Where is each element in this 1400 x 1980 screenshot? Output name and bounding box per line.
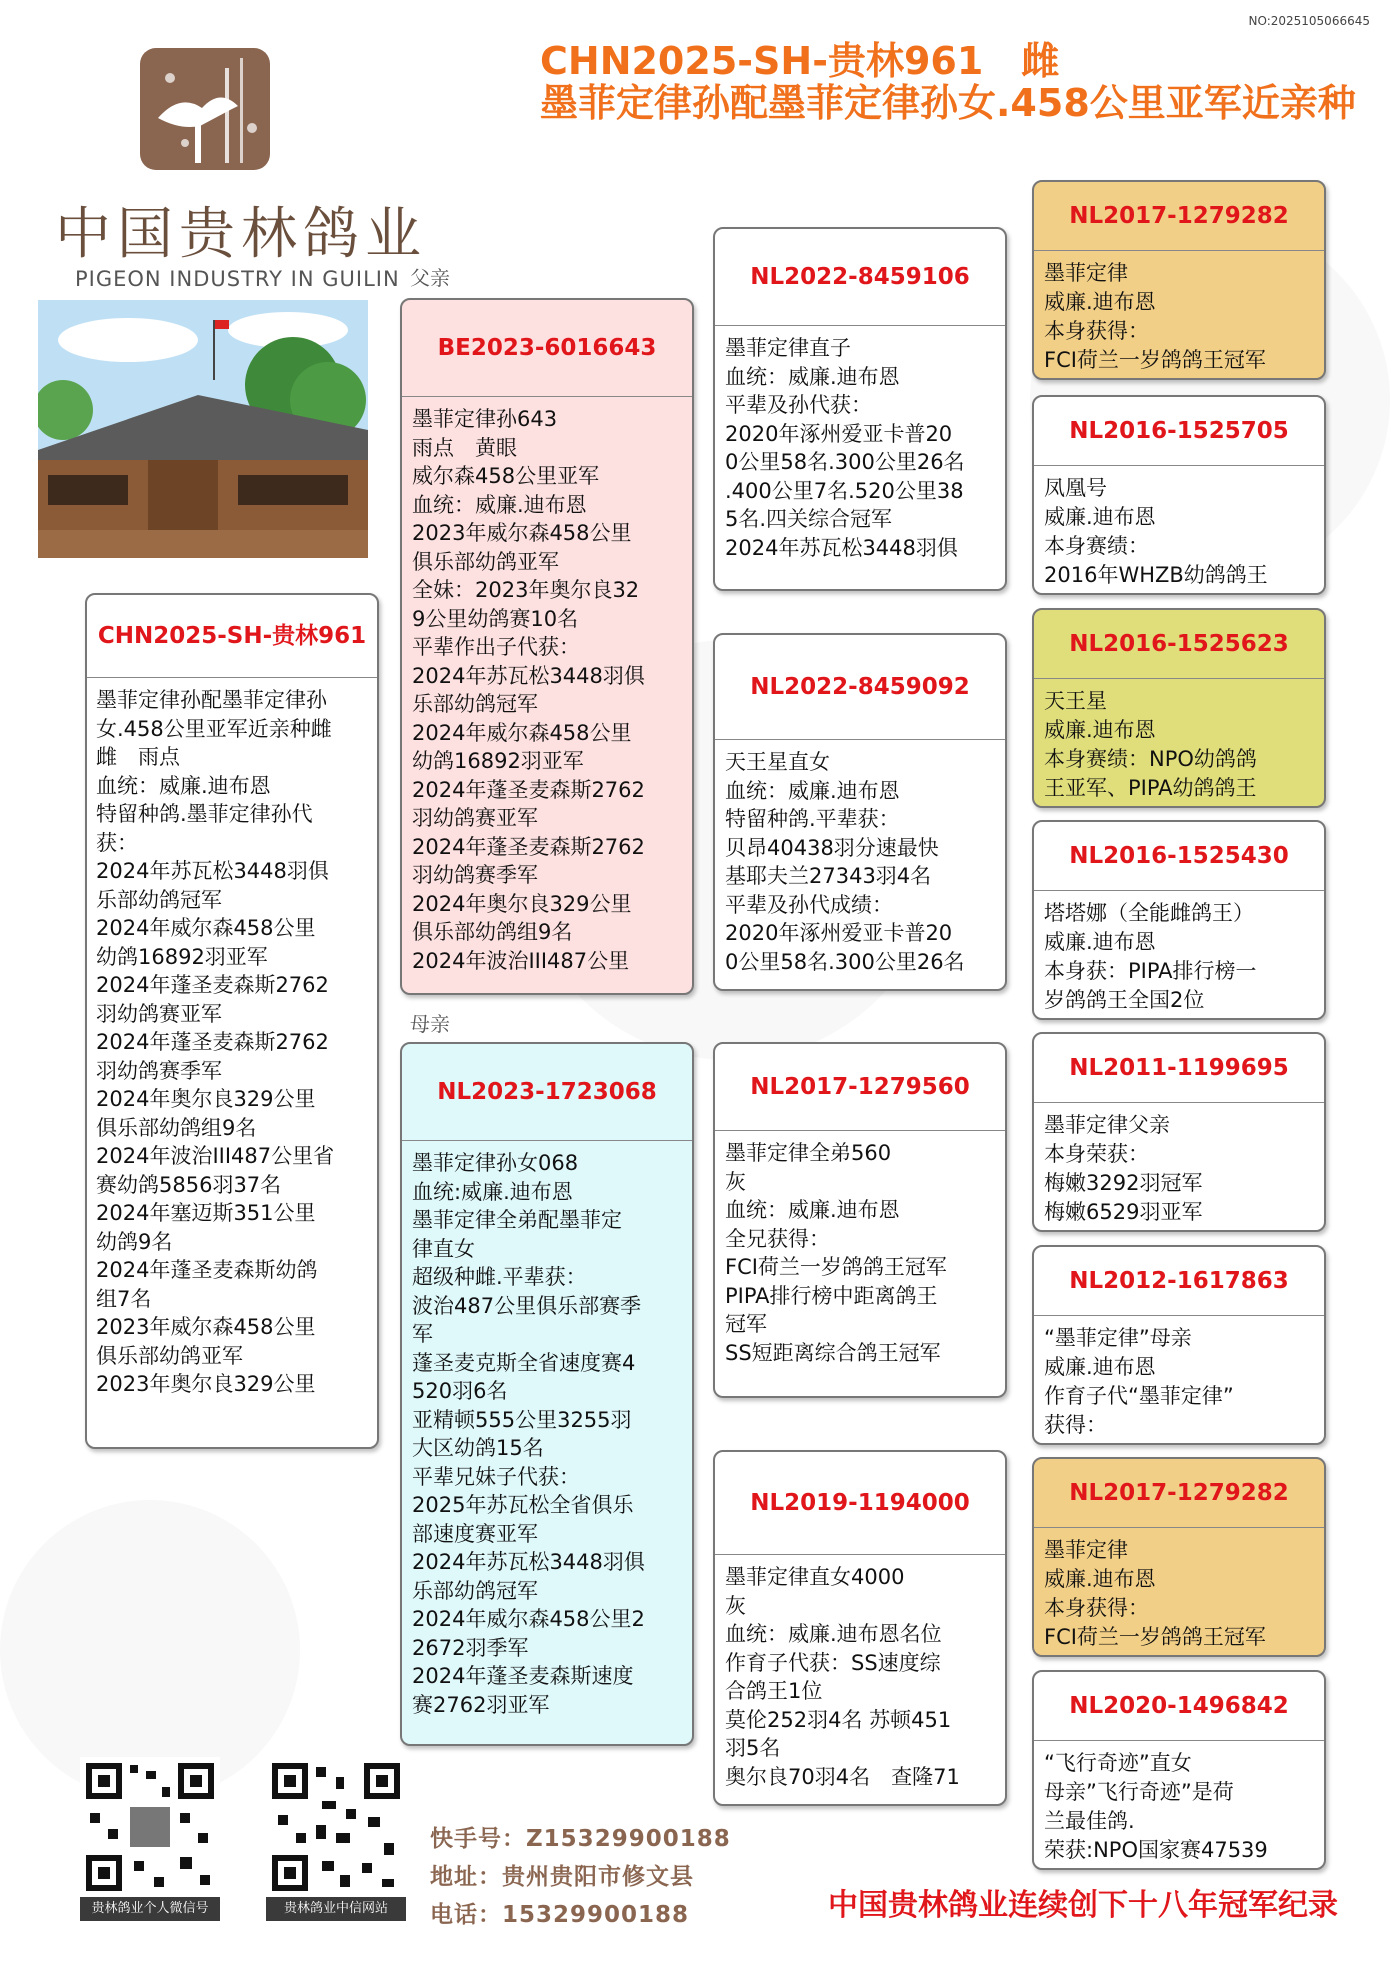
logo bbox=[140, 48, 270, 170]
kuaishou-id: 快手号：Z15329900188 bbox=[430, 1826, 731, 1852]
mother-label: 母亲 bbox=[410, 1012, 450, 1036]
document-number: NO:2025105066645 bbox=[1248, 14, 1370, 28]
gen3-card: NL2017-1279282 墨菲定律 威廉.迪布恩 本身获得： FCI荷兰一岁鸽鸽王冠军 bbox=[1032, 180, 1326, 380]
gen3-card: NL2016-1525623 天王星 威廉.迪布恩 本身赛绩：NPO幼鸽鸽 王亚军、PIPA幼鸽鸽王 bbox=[1032, 608, 1326, 808]
gen3-card: NL2016-1525705 凤凰号 威廉.迪布恩 本身赛绩： 2016年WHZB幼鸽鸽王 bbox=[1032, 395, 1326, 595]
bird-logo-icon bbox=[140, 48, 270, 170]
ring-number: NL2023-1723068 bbox=[402, 1044, 692, 1141]
ring-number: NL2022-8459106 bbox=[715, 229, 1005, 326]
sire-card bbox=[400, 298, 694, 995]
subject-details: 墨菲定律孙配墨菲定律孙 女.458公里亚军近亲种雌 雌 雨点 血统：威廉.迪布恩 特留种鸽.墨菲定律孙代 获： 2024年苏瓦松3448羽俱 乐部幼鸽冠军 2024年威尔森458公里 幼鸽16892羽亚军 2024年蓬圣麦森斯2762 羽幼鸽赛亚军 2024年蓬圣麦森斯2762 羽幼鸽赛季军 2024年奥尔良329公里 俱乐部幼鸽组9名 2024年波治III487公里省 赛幼鸽5856羽37名 2024年塞迈斯351公里 幼鸽9名 2024年蓬圣麦森斯幼鸽 组7名 2023年威尔森458公里 俱乐部幼鸽亚军 2023年奥尔良329公里 bbox=[96, 688, 335, 1396]
sire-details: 墨菲定律孙643 雨点 黄眼 威尔森458公里亚军 血统：威廉.迪布恩 2023年威尔森458公里 俱乐部幼鸽亚军 全妹：2023年奥尔良32 9公里幼鸽赛10名 平辈作出子代获： 2024年苏瓦松3448羽俱 乐部幼鸽冠军 2024年威尔森458公里 幼鸽16892羽亚军 2024年蓬圣麦森斯2762 羽幼鸽赛亚军 2024年蓬圣麦森斯2762 羽幼鸽赛季军 2024年奥尔良329公里 俱乐部幼鸽组9名 2024年波治III487公里 bbox=[412, 407, 645, 973]
granddam-paternal-card: NL2022-8459092 天王星直女 血统：威廉.迪布恩 特留种鸽.平辈获： 贝昂40438羽分速最快 基耶夫兰27343羽4名 平辈及孙代成绩： 2020年涿州爱亚卡普20 0公里58名.300公里26名 bbox=[713, 633, 1007, 991]
father-label: 父亲 bbox=[410, 266, 450, 290]
gen3-card: NL2012-1617863 “墨菲定律”母亲 威廉.迪布恩 作育子代“墨菲定律” 获得： bbox=[1032, 1245, 1326, 1445]
ring-number: CHN2025-SH-贵林961 bbox=[87, 595, 377, 678]
gen3-card: NL2017-1279282 墨菲定律 威廉.迪布恩 本身获得： FCI荷兰一岁鸽鸽王冠军 bbox=[1032, 1457, 1326, 1657]
slogan: 中国贵林鸽业连续创下十八年冠军纪录 bbox=[828, 1888, 1338, 1923]
dam-details: 墨菲定律孙女068 血统:威廉.迪布恩 墨菲定律全弟配墨菲定 律直女 超级种雌.平辈获： 波治487公里俱乐部赛季 军 蓬圣麦克斯全省速度赛4 520羽6名 亚精顿555公里3255羽 大区幼鸽15名 平辈兄妹子代获： 2025年苏瓦松全省俱乐 部速度赛亚军 2024年苏瓦松3448羽俱 乐部幼鸽冠军 2024年威尔森458公里2 2672羽季军 2024年蓬圣麦森斯速度 赛2762羽亚军 bbox=[412, 1151, 645, 1717]
website-qr-code[interactable] bbox=[266, 1757, 406, 1897]
watermark-blob bbox=[0, 1500, 300, 1800]
ring-number: NL2017-1279282 bbox=[1034, 182, 1324, 251]
wechat-qr-code[interactable] bbox=[80, 1757, 220, 1897]
brand-name-cn: 中国贵林鸽业 bbox=[55, 202, 427, 267]
ring-number: NL2016-1525623 bbox=[1034, 610, 1324, 679]
brand-name-en: PIGEON INDUSTRY IN GUILIN bbox=[75, 267, 400, 291]
subject-card bbox=[85, 593, 379, 1449]
ring-number: NL2017-1279282 bbox=[1034, 1459, 1324, 1528]
ring-number: NL2012-1617863 bbox=[1034, 1247, 1324, 1316]
ring-number: NL2022-8459092 bbox=[715, 635, 1005, 740]
page-title: CHN2025-SH-贵林961 雌 bbox=[540, 39, 1060, 83]
wechat-qr-caption: 贵林鸽业个人微信号 bbox=[80, 1897, 220, 1921]
dam-card bbox=[400, 1042, 694, 1746]
gen3-card: NL2016-1525430 塔塔娜（全能雌鸽王） 威廉.迪布恩 本身获：PIPA排行榜一 岁鸽鸽王全国2位 bbox=[1032, 820, 1326, 1020]
ring-number: NL2020-1496842 bbox=[1034, 1672, 1324, 1741]
grandsire-paternal-card: NL2022-8459106 墨菲定律直子 血统：威廉.迪布恩 平辈及孙代获： 2020年涿州爱亚卡普20 0公里58名.300公里26名 .400公里7名.520公里38 5名.四关综合冠军 2024年苏瓦松3448羽俱 bbox=[713, 227, 1007, 591]
ring-number: BE2023-6016643 bbox=[402, 300, 692, 397]
address: 地址：贵州贵阳市修文县 bbox=[430, 1864, 694, 1890]
gen3-card: NL2011-1199695 墨菲定律父亲 本身荣获： 梅嫩3292羽冠军 梅嫩6529羽亚军 bbox=[1032, 1032, 1326, 1232]
grandsire-maternal-card: NL2017-1279560 墨菲定律全弟560 灰 血统：威廉.迪布恩 全兄获得： FCI荷兰一岁鸽鸽王冠军 PIPA排行榜中距离鸽王 冠军 SS短距离综合鸽王冠军 bbox=[713, 1042, 1007, 1398]
ring-number: NL2011-1199695 bbox=[1034, 1034, 1324, 1103]
ring-number: NL2019-1194000 bbox=[715, 1452, 1005, 1555]
ring-number: NL2016-1525430 bbox=[1034, 822, 1324, 891]
loft-photo bbox=[38, 300, 368, 558]
phone[interactable]: 电话：15329900188 bbox=[430, 1902, 690, 1928]
website-qr-caption: 贵林鸽业中信网站 bbox=[266, 1897, 406, 1921]
ring-number: NL2016-1525705 bbox=[1034, 397, 1324, 466]
granddam-maternal-card: NL2019-1194000 墨菲定律直女4000 灰 血统：威廉.迪布恩名位 作育子代获：SS速度综 合鸽王1位 莫伦252羽4名 苏顿451 羽5名 奥尔良70羽4名 查隆71 bbox=[713, 1450, 1007, 1806]
gen3-card: NL2020-1496842 “飞行奇迹”直女 母亲”飞行奇迹”是荷 兰最佳鸽. 荣获:NPO国家赛47539 bbox=[1032, 1670, 1326, 1870]
page-subtitle: 墨菲定律孙配墨菲定律孙女.458公里亚军近亲种 bbox=[540, 81, 1356, 125]
ring-number: NL2017-1279560 bbox=[715, 1044, 1005, 1131]
